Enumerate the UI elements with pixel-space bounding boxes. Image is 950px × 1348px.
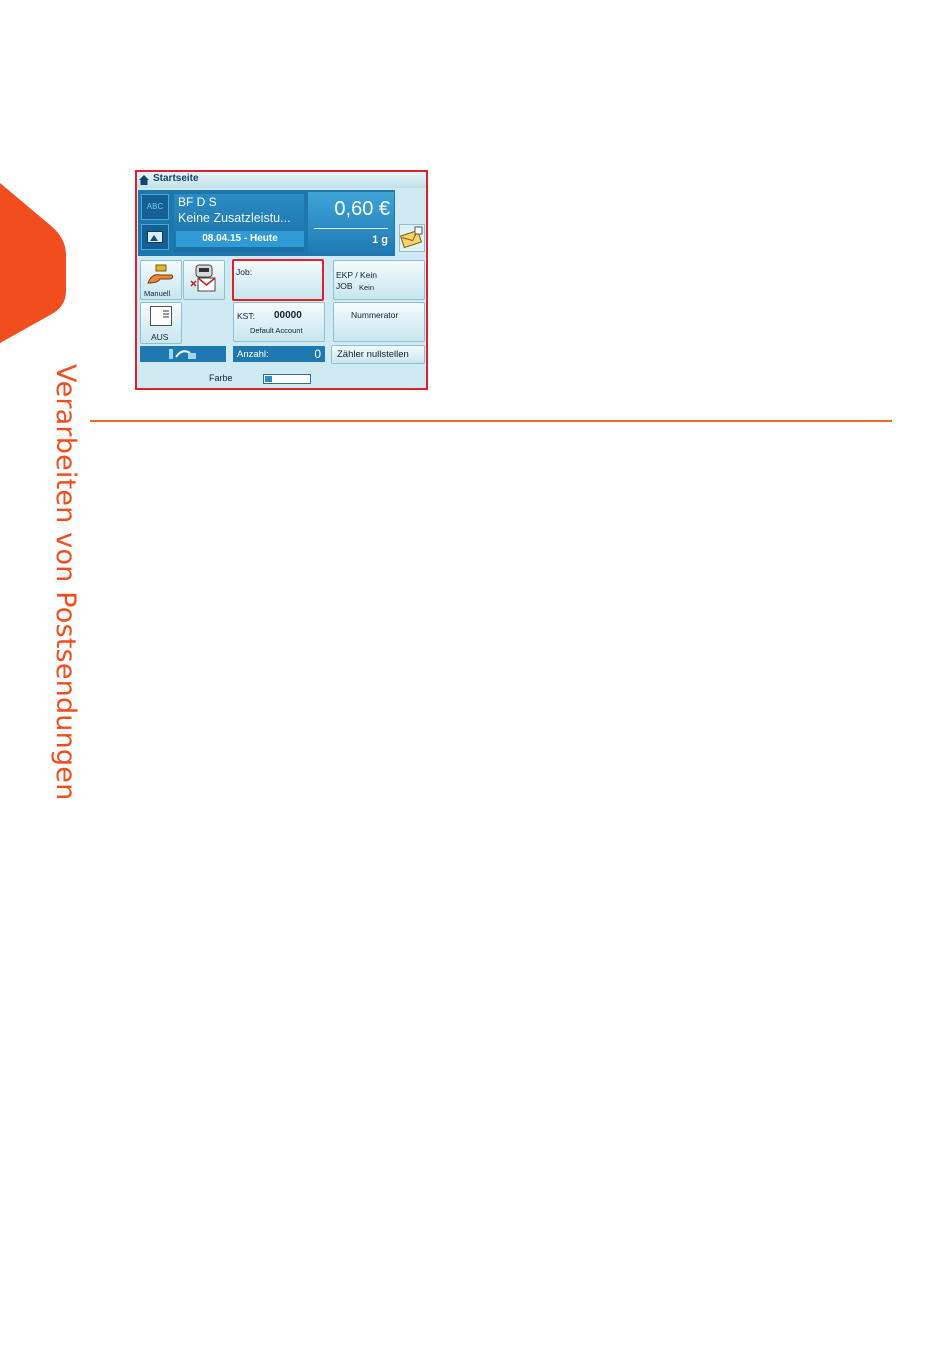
ink-label: Farbe bbox=[209, 373, 233, 383]
date-button[interactable]: 08.04.15 - Heute bbox=[176, 231, 304, 247]
imprint-toggle-button[interactable] bbox=[140, 302, 182, 344]
product-options: Keine Zusatzleistu... bbox=[178, 211, 291, 225]
postage-weight: 1 g bbox=[372, 234, 388, 246]
ekp-job-button[interactable] bbox=[333, 260, 425, 300]
kst-account: Default Account bbox=[250, 326, 303, 335]
chapter-title: Verarbeiten von Postsendungen bbox=[50, 364, 81, 801]
job-label: Job: bbox=[236, 267, 253, 277]
abc-button[interactable]: ABC bbox=[141, 194, 169, 220]
manual-hand-icon bbox=[146, 263, 176, 285]
image-button[interactable] bbox=[141, 224, 169, 250]
picture-icon bbox=[147, 231, 163, 243]
job-button[interactable] bbox=[232, 259, 324, 301]
connection-icon bbox=[168, 347, 198, 361]
chapter-tab-marker bbox=[0, 183, 66, 343]
ekp-label: EKP / Kein bbox=[336, 270, 377, 280]
ekp-job-value: Kein bbox=[359, 283, 375, 292]
manual-label: Manuell bbox=[144, 289, 171, 298]
ink-level-fill bbox=[265, 376, 272, 382]
reset-counter-label: Zähler nullstellen bbox=[337, 349, 409, 360]
cost-account-button[interactable] bbox=[233, 302, 325, 342]
mail-settings-button[interactable] bbox=[183, 260, 225, 300]
ink-level-bar bbox=[263, 374, 311, 384]
counter-label: Anzahl: bbox=[237, 349, 269, 360]
screen-title-bar bbox=[137, 172, 426, 188]
envelope-button-icon[interactable] bbox=[399, 224, 425, 252]
section-divider bbox=[90, 420, 892, 422]
ekp-job-label: JOB bbox=[336, 281, 353, 291]
piece-counter bbox=[233, 346, 325, 362]
kst-value: 00000 bbox=[274, 310, 302, 321]
mail-robot-icon bbox=[187, 263, 221, 297]
kst-label: KST: bbox=[237, 311, 255, 321]
counter-value: 0 bbox=[314, 347, 321, 361]
device-screenshot bbox=[135, 170, 428, 390]
screen-title: Startseite bbox=[153, 173, 199, 184]
numerator-button[interactable] bbox=[333, 302, 425, 342]
document-icon bbox=[150, 306, 172, 326]
home-icon[interactable] bbox=[139, 175, 149, 185]
product-name: BF D S bbox=[178, 195, 217, 209]
postage-amount: 0,60 € bbox=[334, 198, 390, 220]
postage-divider bbox=[314, 228, 388, 229]
numerator-label: Nummerator bbox=[351, 310, 399, 320]
imprint-label: AUS bbox=[151, 332, 169, 342]
reset-counter-button[interactable] bbox=[331, 345, 425, 364]
manual-button[interactable] bbox=[140, 260, 182, 300]
connection-status-button[interactable] bbox=[140, 346, 226, 362]
product-panel[interactable] bbox=[138, 190, 395, 256]
postage-display bbox=[308, 192, 394, 254]
